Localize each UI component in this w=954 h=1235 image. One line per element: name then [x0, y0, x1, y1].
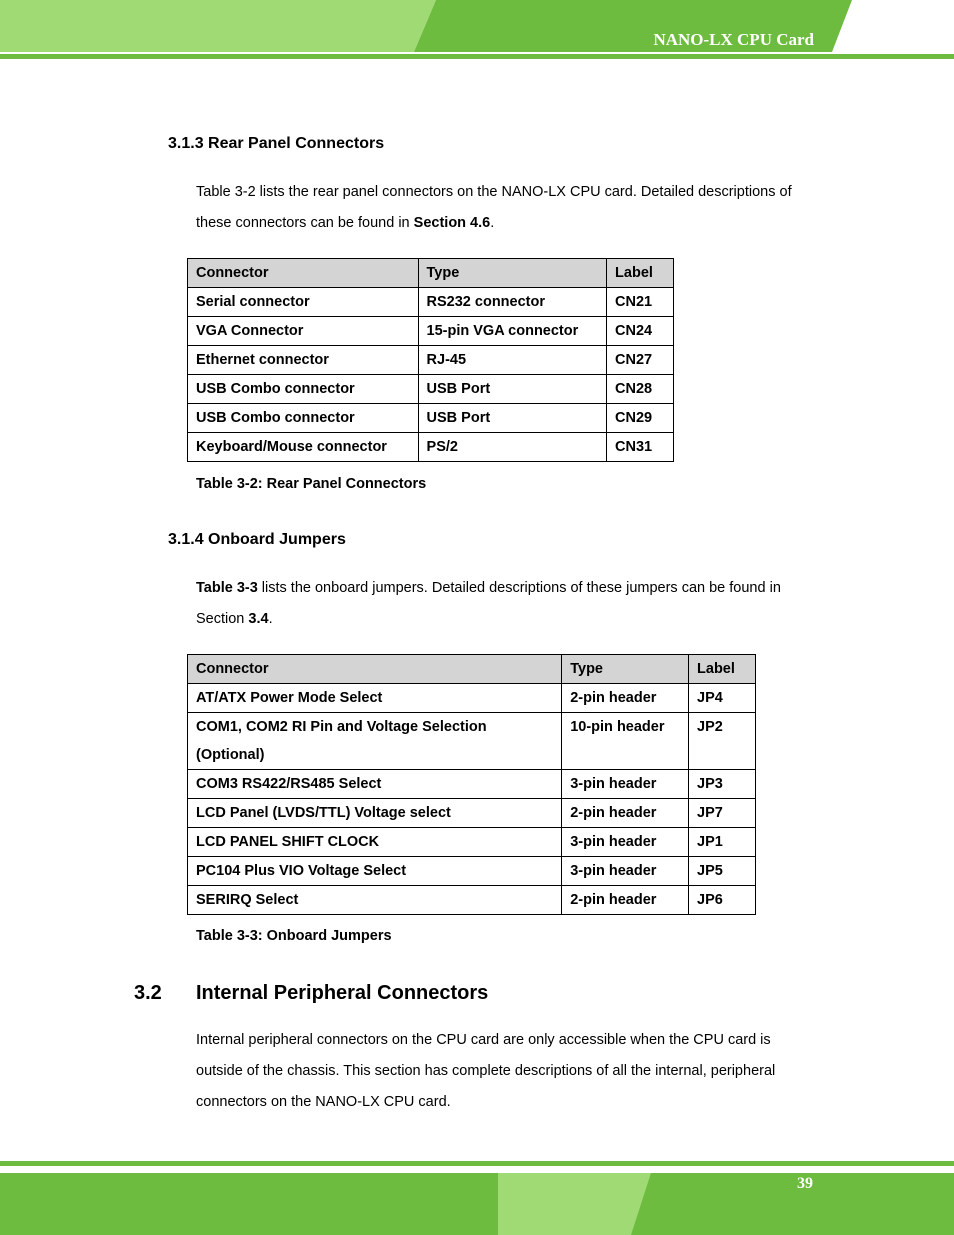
onboard-jumpers-table: [187, 654, 756, 915]
table-cell: JP1: [689, 828, 756, 857]
table-cell: 3-pin header: [562, 828, 689, 857]
section-32-paragraph: Internal peripheral connectors on the CPU card are only accessible when the CPU card is outside of the chassis. This section has complete descriptions of all the internal, peripheral connectors on the NANO-LX CPU card.: [196, 1032, 776, 1110]
table-row: [188, 346, 674, 375]
table-cell: Keyboard/Mouse connector: [188, 433, 419, 462]
table-header-row: [188, 655, 756, 684]
table-cell: RJ-45: [418, 346, 607, 375]
section-reference: 3.4: [248, 611, 269, 627]
header-title: NANO-LX CPU Card: [653, 30, 814, 49]
table-cell: LCD Panel (LVDS/TTL) Voltage select: [188, 799, 562, 828]
section-reference: Section 4.6: [413, 215, 491, 231]
table-cell: 2-pin header: [562, 886, 689, 915]
table-cell: CN28: [607, 375, 674, 404]
table-cell: CN27: [607, 346, 674, 375]
table-row: [188, 886, 756, 915]
section-314-heading: 3.1.4 Onboard Jumpers: [168, 531, 346, 548]
table-row: [188, 684, 756, 713]
table-cell: JP6: [689, 886, 756, 915]
table-cell: USB Port: [418, 375, 607, 404]
table-cell: PC104 Plus VIO Voltage Select: [188, 857, 562, 886]
column-header: Connector: [188, 655, 562, 684]
table-cell: AT/ATX Power Mode Select: [188, 684, 562, 713]
table-cell: VGA Connector: [188, 317, 419, 346]
table-cell: CN29: [607, 404, 674, 433]
table-cell: JP4: [689, 684, 756, 713]
table-cell: JP2: [689, 713, 756, 770]
table-row: [188, 770, 756, 799]
table-caption: Table 3-2: Rear Panel Connectors: [196, 476, 427, 492]
table-cell: COM3 RS422/RS485 Select: [188, 770, 562, 799]
table-cell: JP5: [689, 857, 756, 886]
table-cell: COM1, COM2 RI Pin and Voltage Selection (Optional): [188, 713, 562, 770]
table-row: [188, 317, 674, 346]
table-row: [188, 799, 756, 828]
page-number: 39: [797, 1175, 813, 1192]
column-header: Type: [562, 655, 689, 684]
table-row: [188, 404, 674, 433]
table-cell: 2-pin header: [562, 799, 689, 828]
table-cell: USB Port: [418, 404, 607, 433]
column-header: Label: [689, 655, 756, 684]
table-cell: LCD PANEL SHIFT CLOCK: [188, 828, 562, 857]
table-row: [188, 433, 674, 462]
rear-panel-table: [187, 258, 674, 462]
table-cell: CN21: [607, 288, 674, 317]
table-row: [188, 288, 674, 317]
table-cell: PS/2: [418, 433, 607, 462]
column-header: Connector: [188, 259, 419, 288]
table-cell: USB Combo connector: [188, 404, 419, 433]
table-cell: CN24: [607, 317, 674, 346]
section-313-heading: 3.1.3 Rear Panel Connectors: [168, 135, 385, 152]
table-cell: JP3: [689, 770, 756, 799]
footer-band: [0, 1158, 954, 1235]
table-cell: 10-pin header: [562, 713, 689, 770]
table-cell: 3-pin header: [562, 770, 689, 799]
column-header: Label: [607, 259, 674, 288]
table-cell: 3-pin header: [562, 857, 689, 886]
section-313-paragraph: Table 3-2 lists the rear panel connectors on the NANO-LX CPU card. Detailed descriptions of these connectors can be found in Section 4.6.: [196, 184, 792, 231]
section-314-paragraph: Table 3-3 lists the onboard jumpers. Detailed descriptions of these jumpers can be found in Section 3.4.: [196, 580, 781, 627]
table-reference: Table 3-3: [196, 580, 258, 596]
table-row: [188, 857, 756, 886]
column-header: Type: [418, 259, 607, 288]
section-number: 3.2: [134, 982, 162, 1004]
section-32-heading: [134, 982, 488, 1005]
table-caption: Table 3-3: Onboard Jumpers: [196, 928, 392, 944]
section-title: Internal Peripheral Connectors: [196, 982, 489, 1004]
table-cell: 15-pin VGA connector: [418, 317, 607, 346]
table-cell: Serial connector: [188, 288, 419, 317]
table-row: [188, 828, 756, 857]
table-cell: USB Combo connector: [188, 375, 419, 404]
table-header-row: [188, 259, 674, 288]
table-cell: Ethernet connector: [188, 346, 419, 375]
table-row: [188, 375, 674, 404]
table-cell: CN31: [607, 433, 674, 462]
table-cell: RS232 connector: [418, 288, 607, 317]
table-cell: 2-pin header: [562, 684, 689, 713]
table-cell: SERIRQ Select: [188, 886, 562, 915]
table-cell: JP7: [689, 799, 756, 828]
table-row: [188, 713, 756, 770]
